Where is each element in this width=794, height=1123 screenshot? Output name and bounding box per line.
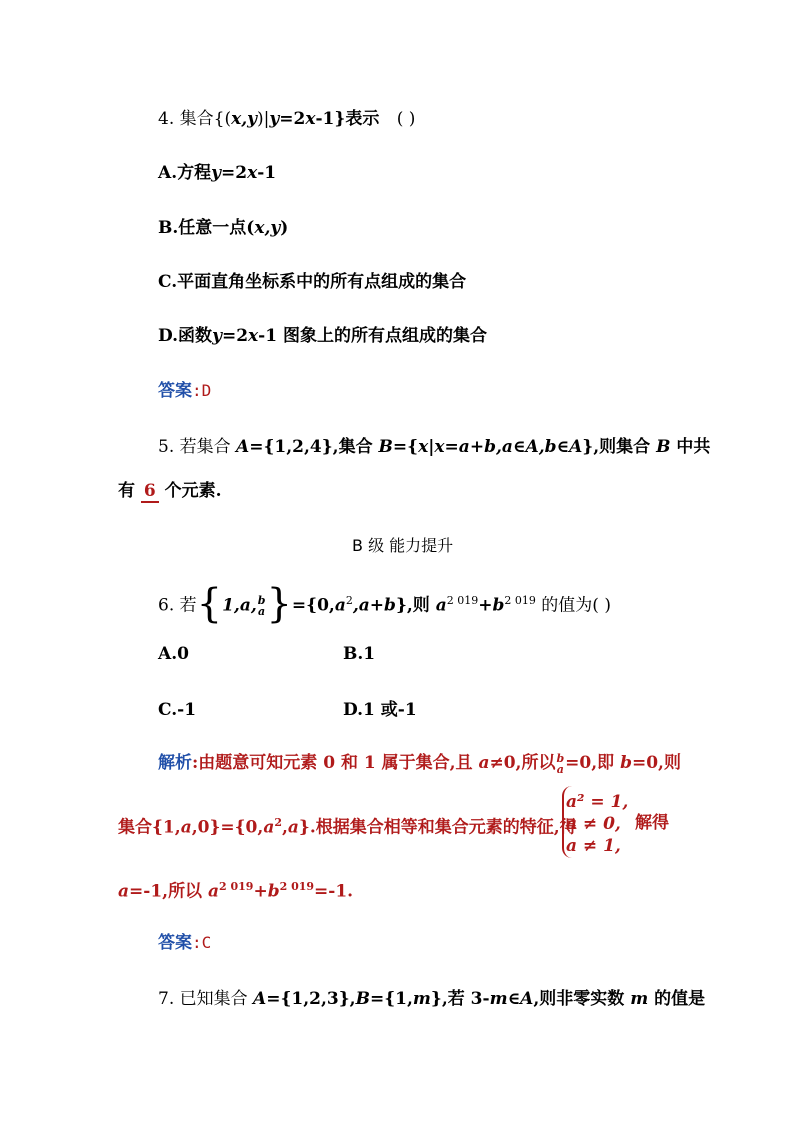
q6-analysis-2b: ,0}={0, — [191, 817, 264, 838]
q4-paren: ( ) — [396, 109, 416, 129]
q7-set-a: ={1,2,3}, — [266, 989, 356, 1009]
q6-analysis-1d: =0,则 — [631, 753, 681, 773]
q4-option-c: C.平面直角坐标系中的所有点组成的集合 — [158, 272, 467, 292]
q4-opt-a-y: y — [211, 163, 221, 183]
q6-b2019: b — [492, 595, 505, 616]
q6-a2: a — [334, 595, 346, 616]
q4-opt-b-prefix: B.任意一点( — [158, 218, 255, 238]
q5-comma-a: ,a — [495, 437, 513, 457]
q6-analysis-3-a: a — [207, 881, 219, 902]
q6-set-right-mid: ,a+b — [352, 595, 396, 616]
q5-stem-line1 — [158, 436, 710, 458]
q7-m: m — [412, 989, 431, 1009]
q6-system-eq3: a ≠ 1, — [566, 836, 621, 856]
q6-analysis-3-b: b — [267, 881, 280, 902]
q6-option-d: D.1 或-1 — [343, 700, 417, 720]
q7-A2: A — [520, 989, 534, 1009]
q6-analysis-3-exp1: 2 019 — [219, 880, 254, 893]
q4-opt-d-prefix: D.函数 — [158, 326, 213, 346]
q6-a2019: a — [435, 595, 447, 616]
q6-analysis-1c: =0,即 — [565, 753, 621, 773]
q6-set-right-end: },则 — [395, 595, 436, 616]
q6-exp1: 2 019 — [446, 594, 479, 607]
section-heading: B 级 能力提升 — [352, 536, 454, 555]
q5-x2: x — [434, 437, 445, 457]
q6-solve-text: 解得 — [635, 813, 669, 833]
q5-plus: + — [469, 437, 485, 457]
q6-sup2: 2 — [345, 594, 353, 607]
q7-tail: ,则非零实数 — [533, 989, 631, 1009]
q6-stem — [158, 581, 611, 628]
q6-analysis-colon: : — [192, 753, 199, 773]
q6-system-eq1: a² = 1, — [566, 792, 629, 812]
q7-end: 的值是 — [648, 989, 706, 1009]
q6-analysis-2b-sup: 2 — [274, 816, 282, 829]
q5-comma-b: ,b — [538, 437, 557, 457]
q4-opt-b-xy: x,y — [254, 218, 281, 238]
q6-analysis-fraction — [556, 753, 564, 775]
q6-set-right-pre: ={0, — [291, 595, 335, 616]
q6-left-brace: { — [196, 581, 223, 628]
q5-tail: 中共 — [670, 437, 711, 457]
q6-analysis-1a-var: a — [478, 753, 490, 773]
q5-line2-pre: 有 — [118, 481, 141, 501]
q6-prefix: 6. 若 — [158, 595, 197, 616]
q6-answer-value: C — [201, 933, 212, 952]
q5-A: A — [236, 437, 250, 457]
q4-answer-value: D — [201, 381, 212, 400]
q6-frac-den: a — [258, 605, 266, 619]
q5-A2: A — [525, 437, 539, 457]
q7-set-b-end: },若 3- — [430, 989, 490, 1009]
q6-analysis-frac-den: a — [556, 762, 564, 776]
q6-analysis-2a-var: a — [180, 817, 192, 838]
q6-analysis-3-var: a — [118, 881, 130, 902]
q6-analysis-line1 — [158, 752, 681, 775]
q6-set-left: 1,a, — [222, 595, 257, 616]
q5-line2-post: 个元素. — [158, 481, 222, 501]
q6-analysis-3-exp2: 2 019 — [279, 880, 315, 893]
q5-in1: ∈ — [512, 437, 526, 457]
q6-answer — [158, 932, 211, 954]
q5-in2: ∈ — [556, 437, 570, 457]
q4-stem-y: y — [269, 109, 280, 129]
q4-stem — [158, 108, 415, 130]
q4-opt-a-x: x — [247, 163, 258, 183]
q6-analysis-3a: =-1,所以 — [129, 881, 208, 902]
q4-opt-d-end: -1 图象上的所有点组成的集合 — [258, 326, 487, 346]
q4-answer-colon: : — [192, 381, 202, 400]
q6-answer-label: 答案 — [158, 933, 192, 953]
q4-answer-label: 答案 — [158, 381, 192, 401]
q5-blank-answer: 6 — [141, 481, 159, 503]
q5-set-a: ={1,2,4},集合 — [249, 437, 379, 457]
q4-option-a — [158, 162, 276, 184]
q7-stem — [158, 988, 705, 1010]
q5-B2: B — [656, 437, 671, 457]
q4-option-d — [158, 325, 487, 347]
q6-analysis-line2 — [118, 812, 577, 839]
q6-option-b: B.1 — [343, 644, 376, 664]
q5-set-b-pre: ={ — [392, 437, 419, 457]
q4-option-b — [158, 217, 288, 239]
q4-opt-a-end: -1 — [257, 163, 277, 183]
q5-bar: | — [428, 437, 435, 457]
q7-A: A — [253, 989, 267, 1009]
q4-stem-xy: x,y — [231, 109, 258, 129]
q7-in: ∈ — [507, 989, 521, 1009]
q4-opt-a-mid: =2 — [221, 163, 248, 183]
q4-stem-end: -1}表示 — [315, 109, 380, 129]
q7-set-b: ={1, — [369, 989, 413, 1009]
q5-x: x — [418, 437, 429, 457]
q6-option-c: C.-1 — [158, 700, 197, 720]
q5-a: a — [458, 437, 470, 457]
q4-stem-eq: =2 — [279, 109, 306, 129]
q6-analysis-2a: 集合{1, — [118, 817, 181, 838]
q6-right-brace: } — [266, 581, 292, 628]
q5-A3: A — [569, 437, 583, 457]
q6-frac-num: b — [257, 594, 266, 608]
q6-analysis-label: 解析 — [158, 753, 192, 773]
q6-tail: 的值为( ) — [535, 595, 611, 616]
q6-analysis-frac-num: b — [556, 751, 565, 765]
q6-equation-system — [566, 791, 628, 857]
q7-B: B — [355, 989, 370, 1009]
q7-prefix: 7. 已知集合 — [158, 989, 254, 1009]
q5-prefix: 5. 若集合 — [158, 437, 237, 457]
q4-answer — [158, 380, 211, 402]
q5-close: },则集合 — [582, 437, 657, 457]
q6-analysis-2d: }.根据集合相等和集合元素的特征,得 — [298, 817, 577, 838]
q6-analysis-1b: ≠0,所以 — [489, 753, 556, 773]
q6-exp2: 2 019 — [504, 594, 536, 607]
q4-stem-x: x — [305, 109, 316, 129]
q6-analysis-2c: , — [281, 817, 288, 838]
q5-b: b — [484, 437, 496, 457]
q6-plus: + — [478, 595, 493, 616]
q4-stem-prefix: 4. 集合{( — [158, 109, 232, 129]
q6-analysis-1c-var: b — [620, 753, 632, 773]
q6-analysis-line3 — [118, 876, 353, 903]
q6-fraction — [258, 595, 266, 617]
q4-opt-a-prefix: A.方程 — [158, 163, 212, 183]
q6-analysis-2c-var: a — [287, 817, 299, 838]
q4-opt-d-mid: =2 — [221, 326, 249, 346]
q5-eq: = — [444, 437, 459, 457]
q4-opt-d-y: y — [212, 326, 222, 346]
q4-stem-mid: )| — [257, 109, 270, 129]
q6-option-a: A.0 — [158, 644, 189, 664]
q7-m3: m — [630, 989, 649, 1009]
q6-answer-colon: : — [192, 933, 202, 952]
q6-analysis-1a: 由题意可知元素 0 和 1 属于集合,且 — [198, 753, 479, 773]
q7-m2: m — [489, 989, 508, 1009]
q4-opt-d-x: x — [248, 326, 259, 346]
q6-analysis-3-plus: + — [253, 881, 268, 902]
q4-opt-b-end: ) — [280, 218, 289, 238]
q6-analysis-3-end: =-1. — [314, 881, 354, 902]
q6-system-eq2: a ≠ 0, — [566, 814, 621, 834]
q5-stem-line2 — [118, 480, 222, 502]
q5-B: B — [378, 437, 393, 457]
q6-analysis-2b-var: a — [263, 817, 275, 838]
